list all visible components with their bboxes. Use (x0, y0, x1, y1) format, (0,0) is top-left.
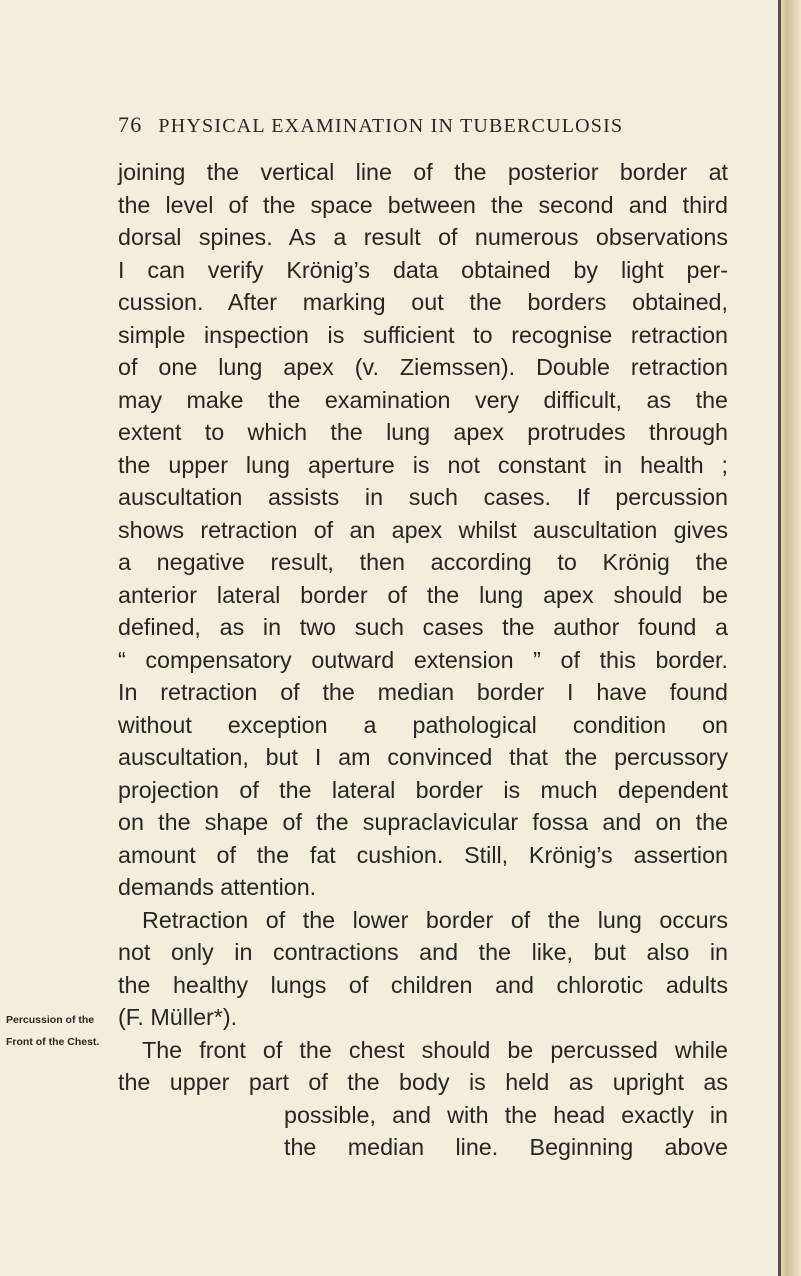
text-line: joining the vertical line of the posterior border at (118, 159, 728, 185)
text-line: The front of the chest should be percussed while (142, 1036, 728, 1063)
text-line: on the shape of the supraclavicular fossa and on the (118, 809, 728, 835)
margin-note-line: Front of the Chest. (6, 1036, 100, 1048)
text-line: may make the examination very difficult, as the (118, 386, 728, 413)
text-line: shows retraction of an apex whilst auscultation gives (118, 516, 728, 543)
text-line: without exception a pathological condition on (118, 711, 728, 738)
text-line: not only in contractions and the like, but also in (118, 939, 728, 965)
running-header (118, 112, 718, 138)
text-line: the median line. Beginning above (284, 1134, 728, 1160)
margin-note-line: Percussion of the (6, 1014, 95, 1026)
text-line: projection of the lateral border is much dependent (118, 776, 728, 803)
page-edge (779, 0, 801, 1276)
text-line: Retraction of the lower border of the lung occurs (142, 906, 728, 933)
text-line: amount of the fat cushion. Still, Krönig’s assertion (118, 841, 728, 868)
text-line: (F. Müller*). (118, 1004, 238, 1030)
running-title: PHYSICAL EXAMINATION IN TUBERCULOSIS (158, 115, 624, 137)
text-line: demands attention. (118, 874, 317, 900)
text-line: possible, and with the head exactly in (284, 1101, 728, 1128)
text-line: simple inspection is sufficient to recognise retraction (118, 321, 728, 348)
text-line: of one lung apex (v. Ziemssen). Double retraction (118, 354, 728, 380)
text-line: a negative result, then according to Krönig the (118, 549, 728, 575)
text-line: dorsal spines. As a result of numerous observations (118, 224, 728, 250)
text-line: “ compensatory outward extension ” of this border. (118, 646, 728, 673)
text-line: I can verify Krönig’s data obtained by light per- (118, 256, 728, 283)
text-line: defined, as in two such cases the author found a (118, 614, 728, 640)
page-edge-shadow (778, 0, 781, 1276)
text-line: auscultation assists in such cases. If percussion (118, 484, 728, 510)
text-line: extent to which the lung apex protrudes through (118, 419, 728, 445)
text-line: anterior lateral border of the lung apex should be (118, 581, 728, 608)
body-text (118, 156, 728, 1164)
text-line: the upper lung aperture is not constant in health ; (118, 451, 728, 478)
margin-note (6, 1009, 116, 1053)
text-line: auscultation, but I am convinced that the percussory (118, 744, 728, 770)
text-line: the upper part of the body is held as upright as (118, 1069, 728, 1095)
text-line: cussion. After marking out the borders obtained, (118, 289, 728, 315)
text-line: In retraction of the median border I have found (118, 679, 728, 705)
text-line: the level of the space between the second and third (118, 191, 728, 218)
text-line: the healthy lungs of children and chlorotic adults (118, 971, 728, 998)
page-number: 76 (118, 112, 143, 137)
